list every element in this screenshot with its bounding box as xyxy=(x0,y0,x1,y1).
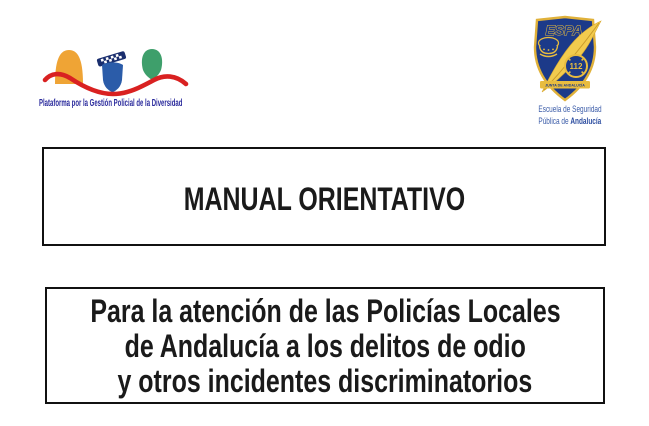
112-ring-icon xyxy=(565,55,587,77)
emergency-number: 112 xyxy=(569,62,583,71)
banner-text: JUNTA DE ANDALUCÍA xyxy=(545,83,585,88)
right-logo-caption xyxy=(524,104,614,134)
subtitle-line-2: de Andalucía a los delitos de odio xyxy=(124,328,526,364)
right-caption-line2 xyxy=(538,115,602,128)
left-logo-caption: Plataforma por la Gestión Policial de la Diversidad xyxy=(39,98,183,109)
subtitle-box xyxy=(45,287,605,404)
espa-acronym: ESPA xyxy=(545,22,583,38)
right-caption-line2-bold: Andalucía xyxy=(570,115,602,127)
document-title: MANUAL ORIENTATIVO xyxy=(183,181,465,217)
right-caption-line2-prefix: Pública de xyxy=(538,115,571,127)
caption-crop-fade xyxy=(524,130,614,134)
diversity-platform-logo xyxy=(40,44,190,100)
junta-banner xyxy=(540,81,590,89)
subtitle-line-3: y otros incidentes discriminatorios xyxy=(117,363,533,399)
subtitle-line-1: Para la atención de las Policías Locales xyxy=(89,293,561,329)
blue-badge-icon xyxy=(102,62,123,92)
right-caption-line1: Escuela de Seguridad xyxy=(538,104,602,115)
title-box xyxy=(42,147,606,246)
espa-shield-logo xyxy=(531,15,609,105)
